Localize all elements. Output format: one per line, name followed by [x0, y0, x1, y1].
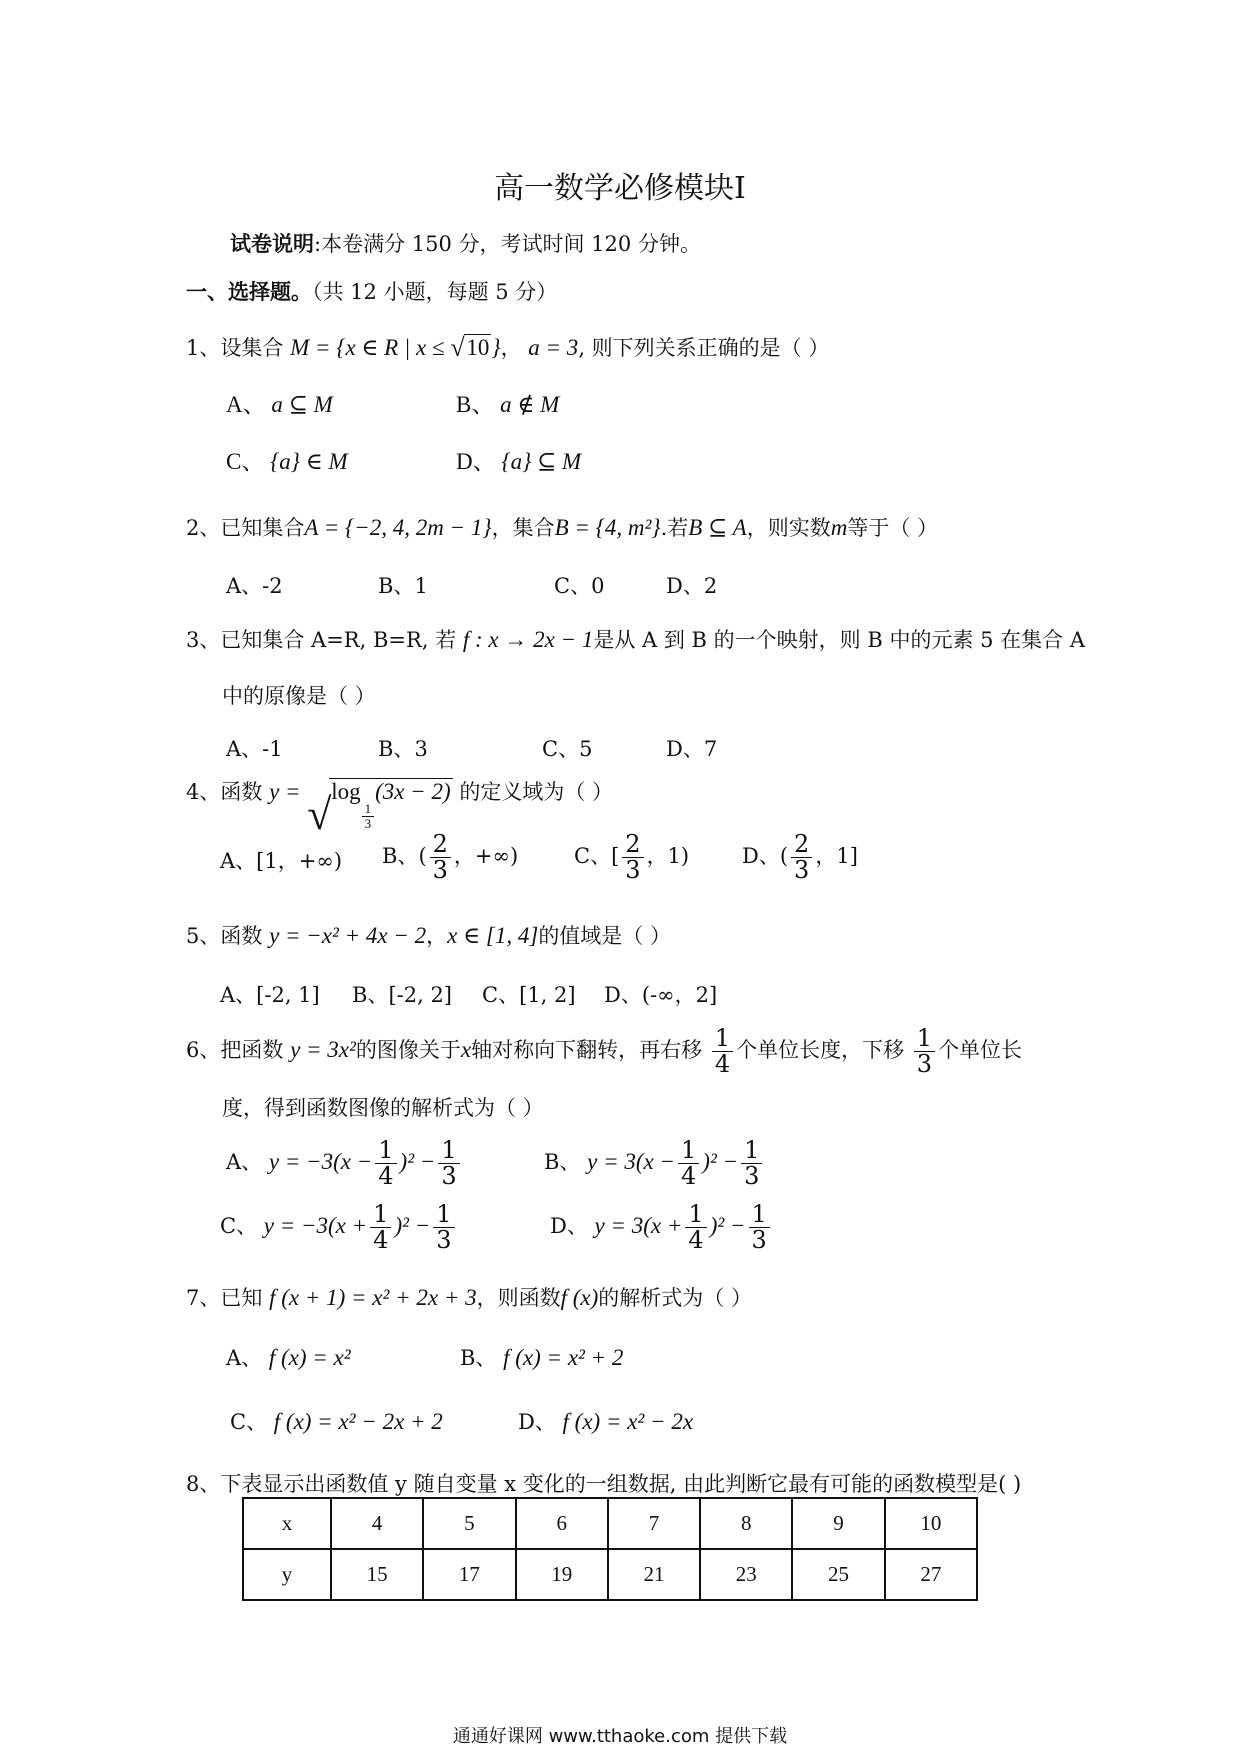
option-expression: 0 — [591, 574, 605, 598]
option-label: D、 — [518, 1410, 556, 1434]
option-expression: [-2, 1] — [256, 983, 320, 1007]
interval-close: ，1] — [815, 844, 858, 869]
question-text: 轴对称向下翻转，再右移 — [471, 1038, 703, 1063]
subset-expression: B ⊆ A — [688, 515, 747, 540]
question-text: 已知集合 — [220, 516, 305, 540]
fraction — [741, 1138, 762, 1189]
question-2 — [186, 512, 938, 542]
option-expression: )² − — [709, 1213, 746, 1239]
set-expression — [290, 335, 501, 360]
option-5b — [352, 979, 452, 1009]
page-title: 高一数学必修模块Ⅰ — [494, 171, 746, 206]
question-text: ， — [500, 336, 522, 360]
option-expression: f (x) = x² − 2x — [562, 1409, 694, 1434]
interval-close: ，+∞) — [453, 844, 519, 869]
option-5a — [220, 979, 320, 1009]
function-expression: f (x + 1) = x² + 2x + 3 — [269, 1285, 477, 1310]
question-6 — [186, 1026, 1022, 1077]
fraction-numerator: 1 — [678, 1138, 699, 1164]
fraction-numerator: 2 — [622, 832, 643, 858]
option-1d — [456, 443, 581, 476]
option-expression: 2 — [703, 574, 718, 598]
fraction-denominator: 3 — [432, 856, 448, 885]
question-5 — [186, 920, 671, 950]
option-expression: {a} ∈ M — [270, 449, 348, 474]
fraction-numerator: 1 — [712, 1026, 733, 1052]
option-3b — [378, 733, 428, 763]
table-cell: 19 — [516, 1549, 608, 1600]
fraction-denominator: 3 — [625, 856, 641, 885]
option-label: D、 — [550, 1214, 588, 1239]
option-3a — [226, 733, 283, 763]
option-label: A、 — [226, 392, 266, 417]
fraction-numerator: 2 — [430, 832, 451, 858]
option-label: B、 — [382, 844, 419, 869]
radicand — [329, 778, 452, 830]
option-label: D、 — [456, 449, 496, 474]
table-cell: 23 — [700, 1549, 792, 1600]
option-expression: [-2, 2] — [388, 983, 452, 1007]
square-root — [450, 334, 491, 361]
option-expression: y = −3(x + — [263, 1213, 368, 1239]
log-base-numerator: 1 — [362, 802, 375, 817]
mapping-expression: f : x → 2x − 1 — [462, 627, 594, 652]
log-argument: (3x − 2) — [375, 779, 451, 804]
option-label: D、 — [604, 983, 642, 1007]
fraction — [712, 1026, 733, 1077]
table-cell: 6 — [516, 1498, 608, 1549]
option-label: A、 — [226, 574, 263, 598]
fraction — [430, 832, 451, 883]
option-4d — [742, 832, 858, 883]
question-text: 的解析式为（ ） — [598, 1286, 752, 1310]
question-number: 3、 — [186, 628, 221, 652]
option-label: C、 — [542, 737, 580, 761]
option-expression: )² − — [702, 1149, 739, 1175]
fraction-denominator: 4 — [688, 1226, 704, 1255]
fraction-numerator: 1 — [741, 1138, 762, 1164]
option-label: C、 — [226, 449, 265, 474]
fraction-numerator: 1 — [749, 1202, 770, 1228]
option-expression: y = 3(x − — [587, 1149, 675, 1175]
question-4 — [186, 776, 614, 840]
fraction-numerator: 1 — [433, 1202, 454, 1228]
option-label: C、 — [482, 983, 520, 1007]
table-cell: 8 — [700, 1498, 792, 1549]
option-2b — [378, 570, 428, 600]
option-5d — [604, 979, 717, 1009]
fraction-numerator: 1 — [438, 1138, 459, 1164]
function-expression: y = 3x² — [290, 1037, 356, 1063]
interval-open: ( — [779, 844, 789, 869]
option-1a — [226, 386, 333, 419]
table-header-cell: y — [243, 1549, 331, 1600]
question-text: , 则下列关系正确的是（ ） — [578, 336, 830, 360]
option-expression: 7 — [703, 737, 718, 761]
option-expression: 3 — [414, 737, 428, 761]
option-1b — [456, 386, 559, 419]
fraction-denominator: 4 — [681, 1162, 697, 1191]
question-text: 的定义域为（ ） — [459, 780, 614, 804]
question-text: 已知 — [220, 1286, 263, 1310]
question-text: 个单位长度，下移 — [736, 1038, 905, 1063]
question-8 — [186, 1468, 1021, 1498]
table-cell: 17 — [423, 1549, 515, 1600]
option-7a — [226, 1342, 351, 1372]
question-number: 5、 — [186, 924, 221, 948]
variable: m — [830, 515, 848, 540]
option-label: B、 — [460, 1346, 497, 1370]
question-text: 设集合 — [220, 336, 284, 360]
option-expression: a ∉ M — [500, 392, 560, 417]
log-operator: log — [331, 779, 361, 804]
table-header-cell: x — [243, 1498, 331, 1549]
fraction-numerator: 1 — [914, 1026, 935, 1052]
radical-sign: √ — [450, 333, 465, 362]
question-text: 是从 A 到 B 的一个映射，则 B 中的元素 5 在集合 A — [593, 628, 1085, 652]
exam-instructions — [230, 228, 701, 258]
option-6b — [544, 1138, 765, 1189]
fraction-denominator: 3 — [436, 1226, 452, 1255]
fraction-denominator: 4 — [373, 1226, 389, 1255]
option-label: D、 — [666, 574, 704, 598]
fraction-denominator: 3 — [441, 1162, 457, 1191]
fraction — [438, 1138, 459, 1189]
option-label: A、 — [220, 849, 257, 873]
fraction-numerator: 1 — [370, 1202, 391, 1228]
question-text: 的图像关于 — [355, 1038, 461, 1063]
question-number: 1、 — [186, 336, 221, 360]
interval-open: [ — [611, 844, 620, 869]
set-close: } — [491, 335, 501, 360]
question-text: 函数 — [220, 924, 263, 948]
fraction-numerator: 2 — [791, 832, 812, 858]
question-text: 下表显示出函数值 y 随自变量 x 变化的一组数据, 由此判断它最有可能的函数模型是( ) — [220, 1472, 1022, 1496]
question-text: ，则函数 — [476, 1286, 561, 1310]
table-cell: 27 — [885, 1549, 977, 1600]
option-expression: y = 3(x + — [594, 1213, 683, 1239]
option-4c — [574, 832, 689, 883]
option-label: B、 — [378, 574, 415, 598]
function-expression: y = −x² + 4x − 2 — [269, 923, 427, 948]
question-text: ， — [426, 924, 448, 948]
option-4a — [220, 845, 342, 875]
table-cell: 7 — [608, 1498, 700, 1549]
question-number: 8、 — [186, 1472, 221, 1496]
option-label: D、 — [666, 737, 704, 761]
option-expression: 1 — [414, 574, 428, 598]
table-cell: 4 — [331, 1498, 423, 1549]
option-2d — [666, 570, 717, 600]
option-3c — [542, 733, 592, 763]
fraction-denominator: 4 — [378, 1162, 394, 1191]
option-expression: a ⊆ M — [271, 392, 333, 417]
fraction — [791, 832, 812, 883]
question-3 — [186, 624, 1085, 654]
fraction-denominator: 3 — [744, 1162, 760, 1191]
fraction-numerator: 1 — [685, 1202, 706, 1228]
square-root — [307, 778, 452, 840]
fraction — [678, 1138, 699, 1189]
option-7c — [230, 1406, 443, 1436]
option-label: C、 — [554, 574, 592, 598]
fraction-denominator: 3 — [794, 856, 810, 885]
option-3d — [666, 733, 717, 763]
option-5c — [482, 979, 576, 1009]
table-cell: 25 — [792, 1549, 884, 1600]
option-expression: [1, 2] — [519, 983, 576, 1007]
radicand: 10 — [466, 335, 490, 360]
table-cell: 10 — [885, 1498, 977, 1549]
option-label: B、 — [352, 983, 389, 1007]
option-expression: )² − — [399, 1149, 436, 1175]
question-text: 的值域是（ ） — [538, 924, 671, 948]
question-text: 把函数 — [220, 1038, 284, 1063]
question-1 — [186, 332, 829, 362]
question-number: 4、 — [186, 780, 221, 804]
set-definition: M = {x ∈ R | x ≤ — [290, 335, 451, 360]
instructions-text: :本卷满分 150 分，考试时间 120 分钟。 — [314, 232, 701, 256]
table-row — [243, 1549, 977, 1600]
fraction-denominator: 4 — [714, 1050, 731, 1079]
fraction — [433, 1202, 454, 1253]
question-text: ，集合 — [491, 516, 555, 540]
log-base — [362, 802, 375, 830]
option-2c — [554, 570, 604, 600]
question-3-continued: 中的原像是（ ） — [222, 684, 376, 708]
function-name: f (x) — [560, 1285, 599, 1310]
option-4b — [382, 832, 518, 883]
table-cell: 9 — [792, 1498, 884, 1549]
option-6d — [550, 1202, 773, 1253]
section-note: （共 12 小题，每题 5 分） — [312, 280, 558, 304]
option-expression: -1 — [262, 737, 283, 761]
set-a-expression: A = {−2, 4, 2m − 1} — [304, 515, 492, 540]
option-label: D、 — [742, 844, 780, 869]
fraction — [622, 832, 643, 883]
question-text: .若 — [660, 516, 689, 540]
option-expression: 5 — [579, 737, 593, 761]
option-label: C、 — [220, 1214, 258, 1239]
domain-expression: x ∈ [1, 4] — [447, 923, 539, 948]
fraction — [375, 1138, 396, 1189]
option-label: A、 — [226, 737, 263, 761]
option-label: A、 — [226, 1150, 263, 1175]
option-label: C、 — [574, 844, 612, 869]
table-row — [243, 1498, 977, 1549]
page-footer: 通通好课网 www.tthaoke.com 提供下载 — [452, 1726, 788, 1747]
option-expression: f (x) = x² + 2 — [503, 1345, 624, 1370]
option-expression: -2 — [262, 574, 283, 598]
section-heading — [186, 276, 557, 306]
option-1c — [226, 443, 348, 476]
question-text: 个单位长 — [938, 1038, 1023, 1063]
option-label: B、 — [456, 392, 495, 417]
log-base-denominator: 3 — [364, 815, 372, 831]
option-expression: f (x) = x² — [268, 1345, 351, 1370]
option-label: B、 — [378, 737, 415, 761]
fraction — [685, 1202, 706, 1253]
option-label: A、 — [226, 1346, 263, 1370]
table-cell: 5 — [423, 1498, 515, 1549]
option-label: B、 — [544, 1150, 581, 1175]
function-name: y = — [269, 779, 301, 804]
data-table — [242, 1497, 978, 1601]
option-expression: f (x) = x² − 2x + 2 — [273, 1409, 443, 1434]
option-7b — [460, 1342, 623, 1372]
option-expression: (-∞，2] — [641, 983, 718, 1007]
question-text: 函数 — [220, 780, 263, 804]
option-expression: [1，+∞) — [256, 849, 343, 873]
question-text: ，则实数 — [746, 516, 831, 540]
fraction-denominator: 3 — [916, 1050, 933, 1079]
option-expression: {a} ⊆ M — [501, 449, 582, 474]
value-expression: a = 3 — [528, 335, 579, 360]
fraction-denominator: 3 — [751, 1226, 767, 1255]
fraction-numerator: 1 — [375, 1138, 396, 1164]
question-7 — [186, 1282, 752, 1312]
question-text: 等于（ ） — [847, 516, 939, 540]
option-label: A、 — [220, 983, 257, 1007]
interval-open: ( — [418, 844, 427, 869]
question-number: 7、 — [186, 1286, 221, 1310]
table-cell: 21 — [608, 1549, 700, 1600]
fraction — [749, 1202, 770, 1253]
fraction — [914, 1026, 935, 1077]
option-6c — [220, 1202, 458, 1253]
option-6a — [226, 1138, 463, 1189]
option-7d — [518, 1406, 693, 1436]
table-cell: 15 — [331, 1549, 423, 1600]
interval-close: ，1) — [646, 844, 690, 869]
question-number: 6、 — [186, 1038, 221, 1063]
section-label: 一、选择题。 — [186, 279, 312, 304]
fraction — [370, 1202, 391, 1253]
question-number: 2、 — [186, 516, 221, 540]
option-2a — [226, 570, 283, 600]
radical-sign: √ — [307, 790, 332, 840]
option-expression: )² − — [394, 1213, 431, 1239]
axis-variable: x — [460, 1037, 472, 1063]
question-6-continued: 度，得到函数图像的解析式为（ ） — [222, 1096, 544, 1120]
option-label: C、 — [230, 1410, 268, 1434]
instructions-label: 试卷说明 — [230, 231, 314, 256]
question-text: 已知集合 A=R, B=R, 若 — [220, 628, 457, 652]
option-expression: y = −3(x − — [268, 1149, 373, 1175]
set-b-expression: B = {4, m²} — [554, 515, 661, 540]
